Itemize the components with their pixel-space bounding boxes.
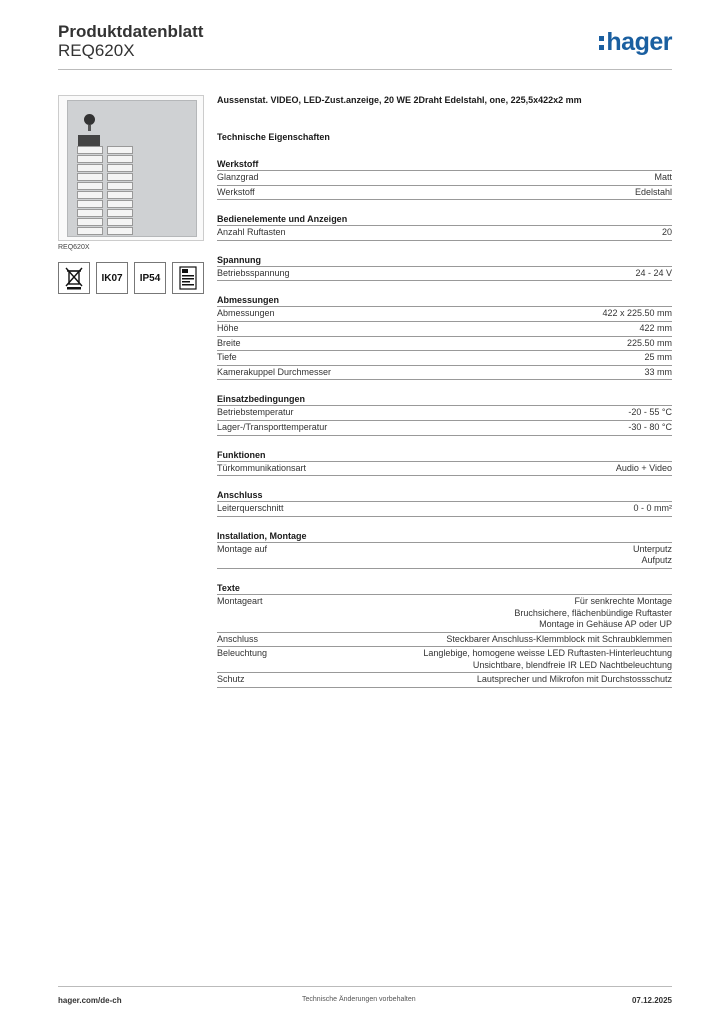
spec-value: Audio + Video [615, 462, 672, 473]
spec-label: Türkommunikationsart [217, 462, 307, 473]
section-heading: Anschluss [217, 489, 672, 502]
footer-divider [58, 986, 672, 987]
call-button [107, 200, 133, 208]
section-heading: Funktionen [217, 449, 672, 462]
spec-row [217, 171, 672, 186]
certification-icons [58, 262, 204, 294]
spec-row [217, 543, 672, 569]
spec-value: 225.50 mm [626, 337, 672, 348]
document-title: Produktdatenblatt [58, 22, 204, 41]
spec-value: -20 - 55 °C [628, 407, 672, 418]
spec-value: 25 mm [644, 352, 672, 363]
call-button [107, 191, 133, 199]
tech-properties-heading: Technische Eigenschaften [217, 132, 330, 142]
spec-row [217, 226, 672, 241]
call-button [107, 182, 133, 190]
spec-value: 422 mm [639, 322, 672, 333]
spec-row [217, 351, 672, 366]
spec-row [217, 647, 672, 673]
section-heading: Abmessungen [217, 294, 672, 307]
call-button [77, 209, 103, 217]
hager-logo [599, 28, 672, 57]
spec-label: Kamerakuppel Durchmesser [217, 366, 332, 377]
spec-value: Matt [654, 172, 672, 182]
spec-label: Abmessungen [217, 308, 275, 319]
spec-value: Lautsprecher und Mikrofon mit Durchstossschutz [476, 674, 672, 685]
call-button [107, 227, 133, 235]
ik07-rating: IK07 [96, 262, 128, 294]
spec-row [217, 337, 672, 352]
spec-value: 0 - 0 mm² [633, 503, 672, 514]
footer-notice: Technische Änderungen vorbehalten [302, 996, 416, 1003]
footer-website[interactable]: hager.com/de-ch [58, 996, 122, 1005]
call-button [77, 155, 103, 163]
spec-sections [217, 158, 672, 688]
spec-label: Betriebstemperatur [217, 407, 294, 418]
call-button [107, 164, 133, 172]
specifications [217, 95, 672, 688]
spec-label: Werkstoff [217, 186, 255, 197]
camera-stem [88, 125, 91, 131]
spec-value: 422 x 225.50 mm [602, 308, 672, 319]
spec-label: Schutz [217, 674, 245, 685]
datasheet-icon [172, 262, 204, 294]
call-button [107, 146, 133, 154]
footer-date: 07.12.2025 [631, 996, 672, 1005]
spec-label: Montageart [217, 595, 263, 606]
spec-row [217, 462, 672, 477]
call-button [77, 200, 103, 208]
logo-dots-icon [599, 34, 604, 52]
spec-row [217, 366, 672, 381]
spec-value: -30 - 80 °C [628, 421, 672, 432]
section-heading: Installation, Montage [217, 530, 672, 543]
call-button [107, 155, 133, 163]
spec-value: Unterputz Aufputz [632, 543, 672, 566]
spec-row [217, 186, 672, 201]
call-button [107, 209, 133, 217]
spec-label: Anschluss [217, 633, 259, 644]
spec-row [217, 502, 672, 517]
spec-label: Beleuchtung [217, 648, 268, 659]
spec-row [217, 307, 672, 322]
spec-value: 33 mm [644, 366, 672, 377]
section-heading: Werkstoff [217, 158, 672, 171]
call-button [77, 227, 103, 235]
call-button [107, 218, 133, 226]
section-heading: Bedienelemente und Anzeigen [217, 213, 672, 226]
spec-value: Langlebige, homogene weisse LED Ruftasten-Hinterleuchtung Unsichtbare, blendfreie IR LED Nachtbeleuchtung [423, 648, 672, 670]
call-button [77, 218, 103, 226]
section-heading: Texte [217, 582, 672, 595]
image-caption: REQ620X [58, 244, 90, 251]
spec-label: Breite [217, 337, 241, 348]
spec-row [217, 267, 672, 282]
display-window [78, 135, 100, 146]
header-divider [58, 69, 672, 70]
section-heading: Spannung [217, 254, 672, 267]
spec-label: Tiefe [217, 352, 237, 363]
camera-icon [84, 114, 95, 125]
spec-value: 20 [661, 227, 672, 238]
spec-row [217, 673, 672, 688]
call-button [77, 191, 103, 199]
spec-value: Edelstahl [634, 186, 672, 197]
spec-label: Betriebsspannung [217, 267, 290, 278]
product-code: REQ620X [58, 41, 135, 60]
product-description: Aussenstat. VIDEO, LED-Zust.anzeige, 20 WE 2Draht Edelstahl, one, 225,5x422x2 mm [217, 95, 582, 105]
weee-bin-icon [58, 262, 90, 294]
spec-label: Leiterquerschnitt [217, 503, 284, 514]
call-button [77, 146, 103, 154]
spec-row [217, 322, 672, 337]
product-image [58, 95, 204, 241]
spec-row [217, 406, 672, 421]
spec-row [217, 595, 672, 633]
page-header [58, 22, 672, 70]
spec-row [217, 633, 672, 648]
spec-row [217, 421, 672, 436]
call-button [77, 164, 103, 172]
spec-label: Lager-/Transporttemperatur [217, 421, 328, 432]
spec-value: Steckbarer Anschluss-Klemmblock mit Schraubklemmen [446, 633, 672, 644]
logo-text: hager [606, 28, 672, 56]
spec-label: Anzahl Ruftasten [217, 227, 286, 238]
door-station-panel [67, 100, 197, 237]
spec-label: Montage auf [217, 543, 268, 554]
call-button [77, 182, 103, 190]
call-button [107, 173, 133, 181]
call-button [77, 173, 103, 181]
spec-value: Für senkrechte Montage Bruchsichere, flächenbündige Ruftaster Montage in Gehäuse AP oder UP [514, 595, 672, 630]
section-heading: Einsatzbedingungen [217, 393, 672, 406]
spec-label: Höhe [217, 322, 239, 333]
spec-label: Glanzgrad [217, 172, 259, 182]
spec-value: 24 - 24 V [635, 267, 672, 278]
ip54-rating: IP54 [134, 262, 166, 294]
